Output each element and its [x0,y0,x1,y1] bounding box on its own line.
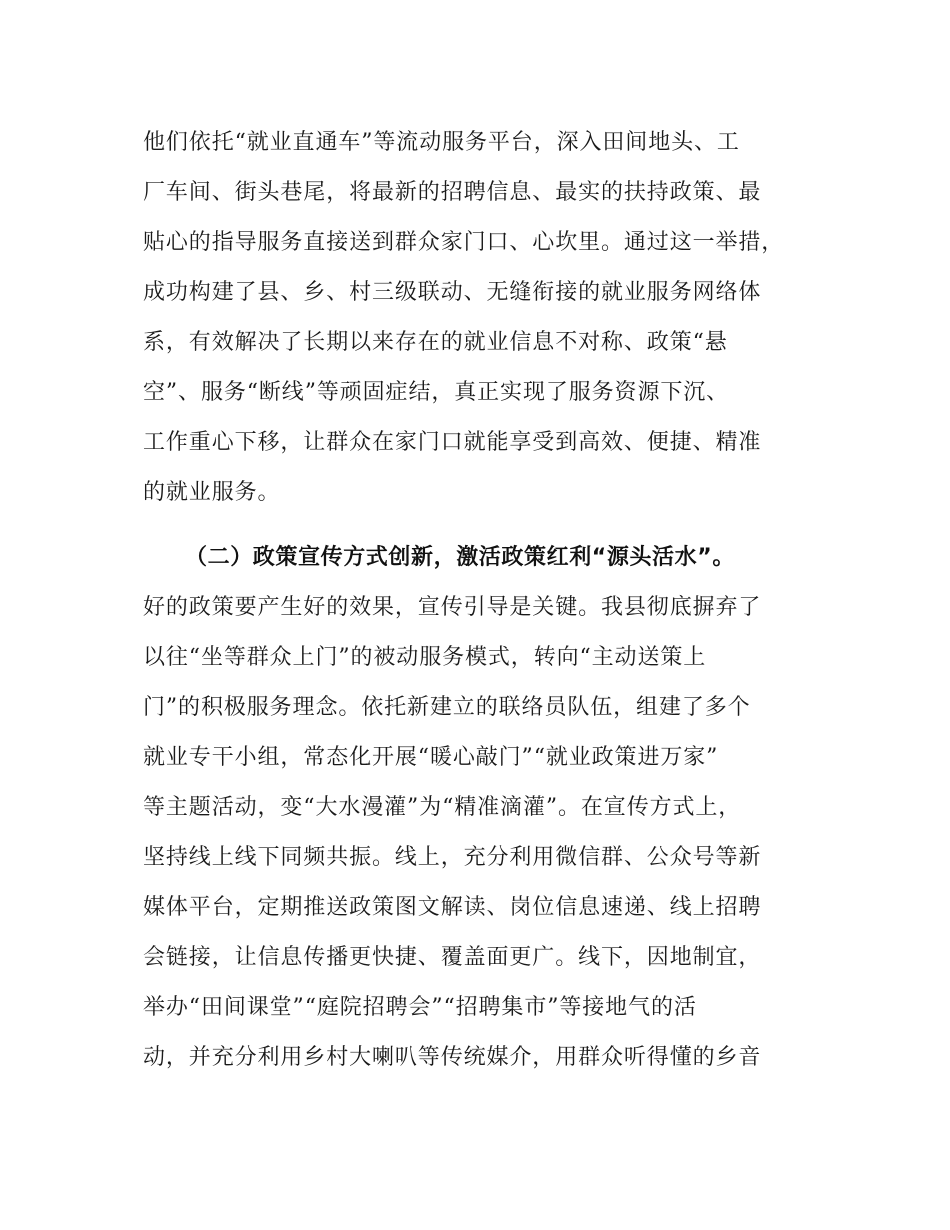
text-line: 等主题活动，变“大水漫灌”为“精准滴灌”。在宣传方式上， [143,795,742,820]
section-heading: （二）政策宣传方式创新，激活政策红利“源头活水”。 [185,545,735,570]
text-line: 以往“坐等群众上门”的被动服务模式，转向“主动送策上 [143,645,707,670]
text-line: 成功构建了县、乡、村三级联动、无缝衔接的就业服务网络体 [143,280,762,305]
text-line: 好的政策要产生好的效果，宣传引导是关键。我县彻底摒弃了 [143,595,762,620]
text-line: 空”、服务“断线”等顽固症结，真正实现了服务资源下沉、 [143,380,730,405]
text-line: 坚持线上线下同频共振。线上，充分利用微信群、公众号等新 [143,845,762,870]
text-line: 媒体平台，定期推送政策图文解读、岗位信息速递、线上招聘 [143,895,762,920]
text-line: 贴心的指导服务直接送到群众家门口、心坎里。通过这一举措， [143,230,785,255]
text-line: 厂车间、街头巷尾，将最新的招聘信息、最实的扶持政策、最 [143,180,762,205]
text-line: 举办“田间课堂”“庭院招聘会”“招聘集市”等接地气的活 [143,995,697,1020]
text-line: 他们依托“就业直通车”等流动服务平台，深入田间地头、工 [143,130,740,155]
text-line: 就业专干小组，常态化开展“暖心敲门”“就业政策进万家” [143,745,719,770]
text-line: 系，有效解决了长期以来存在的就业信息不对称、政策“悬 [143,330,728,355]
text-line: 动，并充分利用乡村大喇叭等传统媒介，用群众听得懂的乡音 [143,1045,762,1070]
text-line: 门”的积极服务理念。依托新建立的联络员队伍，组建了多个 [143,695,751,720]
text-line: 会链接，让信息传播更快捷、覆盖面更广。线下，因地制宜， [143,945,762,970]
text-line: 工作重心下移，让群众在家门口就能享受到高效、便捷、精准 [143,430,762,455]
text-line: 的就业服务。 [143,480,281,505]
